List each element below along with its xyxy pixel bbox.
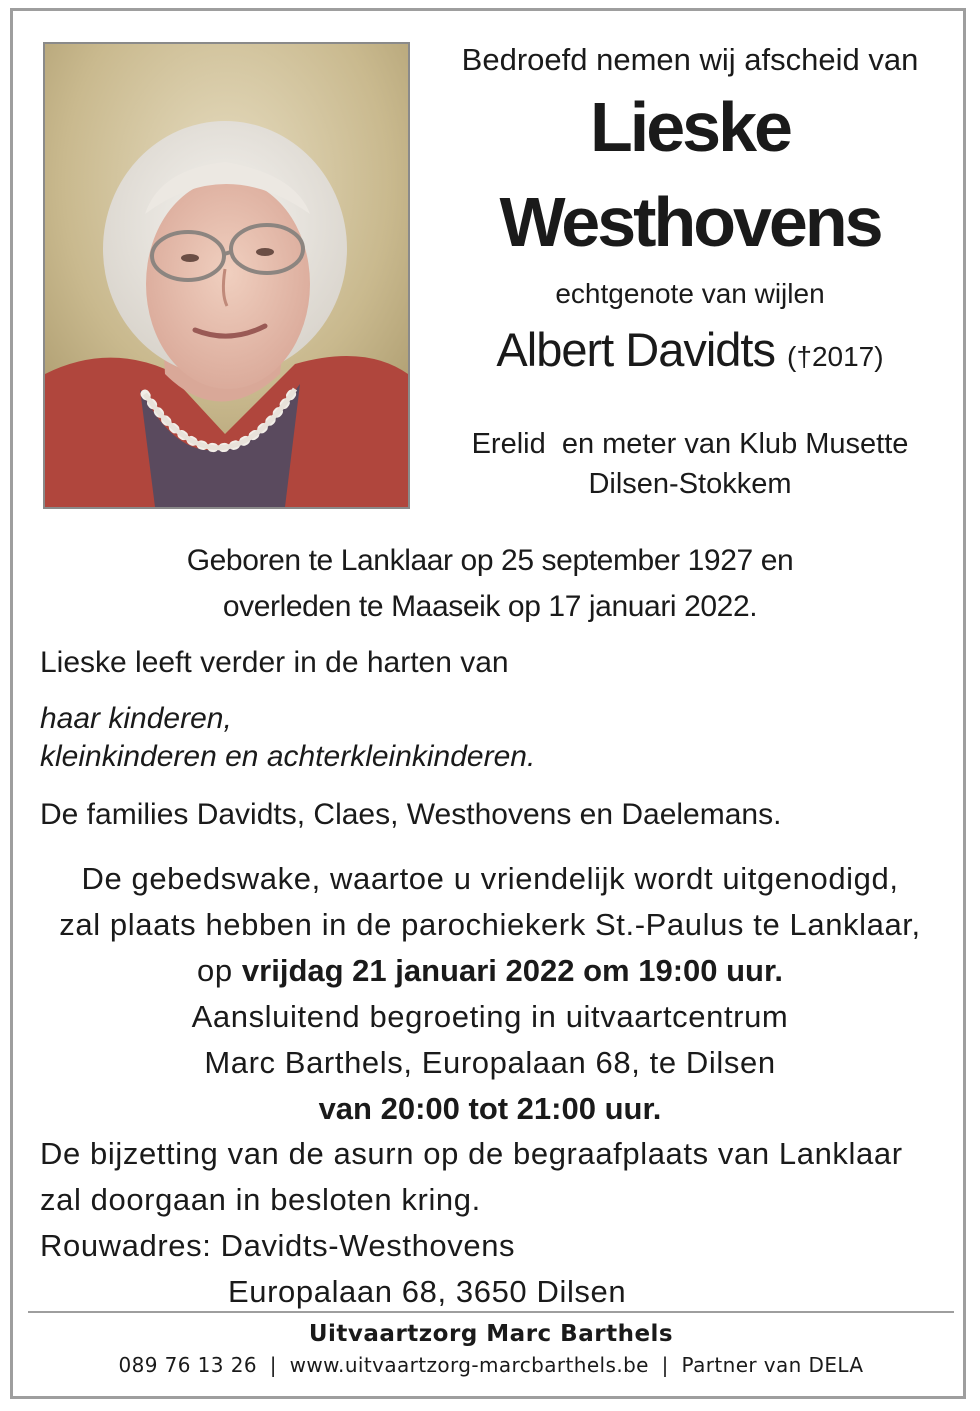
website-link[interactable]: www.uitvaartzorg-marcbarthels.be xyxy=(289,1353,649,1377)
separator: | xyxy=(661,1353,669,1377)
wake-line-3-prefix: op xyxy=(197,953,242,988)
visitation-time: van 20:00 tot 21:00 uur. xyxy=(318,1091,662,1126)
families-line: De families Davidts, Claes, Westhovens en Daelemans. xyxy=(40,798,782,831)
wake-info xyxy=(28,856,952,1132)
funeral-home-contact xyxy=(28,1350,954,1380)
club-line-1: Erelid en meter van Klub Musette xyxy=(471,428,909,460)
born-line-1: Geboren te Lanklaar op 25 september 1927 en xyxy=(186,544,794,577)
spouse xyxy=(430,322,950,385)
wake-line-3 xyxy=(28,948,952,994)
wake-line-5: Marc Barthels, Europalaan 68, te Dilsen xyxy=(204,1045,776,1080)
burial-line-2: zal doorgaan in besloten kring. xyxy=(40,1182,481,1217)
spouse-lead: echtgenote van wijlen xyxy=(555,278,825,309)
born-line-2: overleden te Maaseik op 17 januari 2022. xyxy=(222,590,758,623)
portrait-illustration xyxy=(45,44,408,507)
separator: | xyxy=(269,1353,277,1377)
birth-death-info xyxy=(28,538,952,630)
club-line-2: Dilsen-Stokkem xyxy=(588,468,792,500)
burial-info xyxy=(40,1131,964,1315)
wake-date-time: vrijdag 21 januari 2022 om 19:00 uur. xyxy=(241,953,783,988)
deceased-first-name: Lieske xyxy=(590,88,790,166)
intro-line: Bedroefd nemen wij afscheid van xyxy=(461,42,919,77)
address-line-1: Rouwadres: Davidts-Westhovens xyxy=(40,1228,516,1263)
wake-line-6 xyxy=(28,1086,952,1132)
children-line-1: haar kinderen, xyxy=(40,702,232,735)
children-line-2: kleinkinderen en achterkleinkinderen. xyxy=(40,740,536,773)
wake-line-2: zal plaats hebben in de parochiekerk St.-Paulus te Lanklaar, xyxy=(59,907,921,942)
club-info xyxy=(430,424,950,504)
footer-divider xyxy=(28,1311,954,1313)
deceased-last-name: Westhovens xyxy=(499,183,881,261)
children-block xyxy=(40,700,964,776)
spouse-name: Albert Davidts xyxy=(496,323,775,376)
spouse-death-note: (†2017) xyxy=(787,341,884,372)
address-line-2: Europalaan 68, 3650 Dilsen xyxy=(228,1274,627,1309)
funeral-home-name: Uitvaartzorg Marc Barthels xyxy=(308,1321,674,1347)
wake-line-4: Aansluitend begroeting in uitvaartcentrum xyxy=(191,999,789,1034)
partner-text: Partner van DELA xyxy=(681,1353,864,1377)
lives-on-line: Lieske leeft verder in de harten van xyxy=(40,646,509,679)
portrait-photo xyxy=(43,42,410,509)
burial-line-1: De bijzetting van de asurn op de begraafplaats van Lanklaar xyxy=(40,1136,903,1171)
phone-number: 089 76 13 26 xyxy=(118,1353,257,1377)
wake-line-1: De gebedswake, waartoe u vriendelijk wordt uitgenodigd, xyxy=(81,861,899,896)
